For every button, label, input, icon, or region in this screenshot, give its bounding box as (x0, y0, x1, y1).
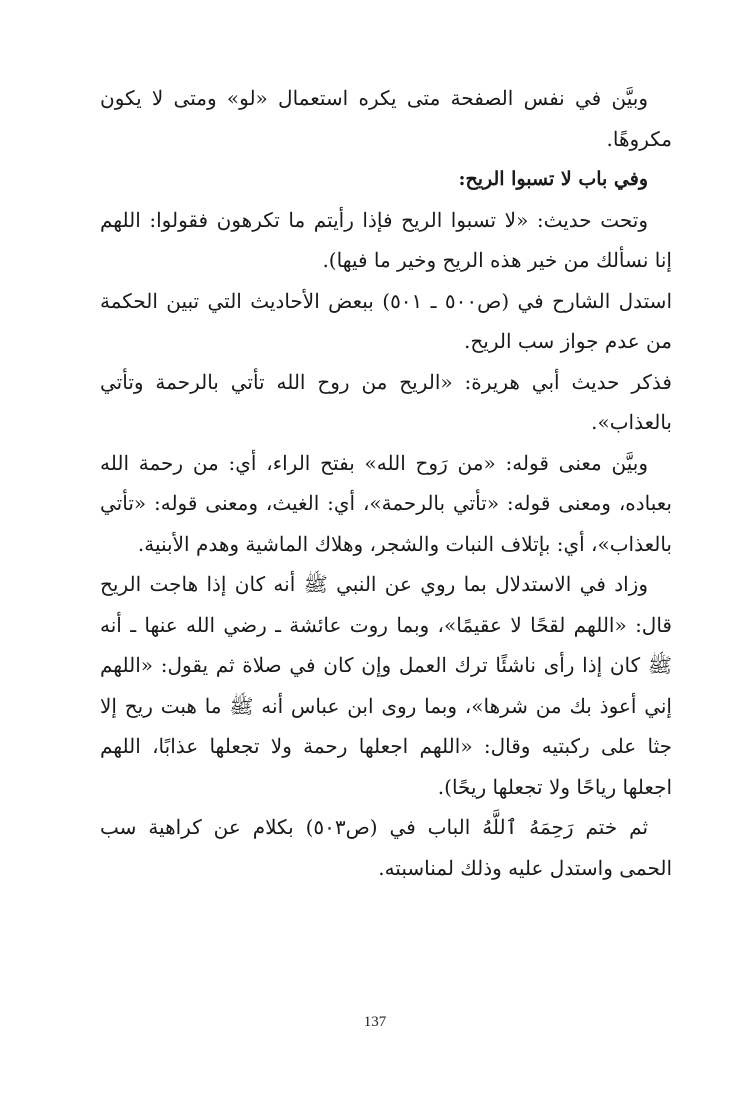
paragraph-commentator-evidence: استدل الشارح في (ص٥٠٠ ـ ٥٠١) ببعض الأحاديث التي تبين الحكمة من عدم جواز سب الريح. (100, 288, 673, 353)
paragraph-hadith-wind: وتحت حديث: «لا تسبوا الريح فإذا رأيتم ما تكرهون فقولوا: اللهم إنا نسألك من خير هذه الريح وخير ما فيها). (100, 207, 672, 272)
paragraph-additional-evidence: وزاد في الاستدلال بما روي عن النبي ﷺ أنه كان إذا هاجت الريح قال: «اللهم لقحًا لا عقيمًا»، وبما روت عائشة ـ رضي الله عنها ـ أنه ﷺ كان إذا رأى ناشئًا ترك العمل وإن كان في صلاة ثم يقول: «اللهم إني أعوذ بك من شرها»، وبما روى ابن عباس أنه ﷺ ما هبت ريح إلا جثا على ركبتيه وقال: «اللهم اجعلها رحمة ولا تجعلها عذابًا، اللهم اجعلها رياحًا ولا تجعلها ريحًا). (100, 572, 672, 799)
paragraph-lau: وبيَّن في نفس الصفحة متى يكره استعمال «لو» ومتى لا يكون مكروهًا. (100, 86, 672, 151)
page-number: 137 (363, 1014, 387, 1030)
page-body (100, 78, 672, 888)
paragraph-conclusion: ثم ختم رَحِمَهُ ٱللَّهُ الباب في (ص٥٠٣) بكلام عن كراهية سب الحمى واستدل عليه وذلك لمناسبته. (100, 815, 672, 880)
section-heading-wind: وفي باب لا تسبوا الريح: (458, 168, 648, 190)
paragraph-meaning: وبيَّن معنى قوله: «من رَوح الله» بفتح الراء، أي: من رحمة الله بعباده، ومعنى قوله: «تأتي بالرحمة»، أي: الغيث، ومعنى قوله: «تأتي بالعذاب»، أي: بإتلاف النبات والشجر، وهلاك الماشية وهدم الأبنية. (100, 450, 672, 556)
paragraph-abu-hurayra: فذكر حديث أبي هريرة: «الريح من روح الله تأتي بالرحمة وتأتي بالعذاب». (100, 369, 672, 434)
